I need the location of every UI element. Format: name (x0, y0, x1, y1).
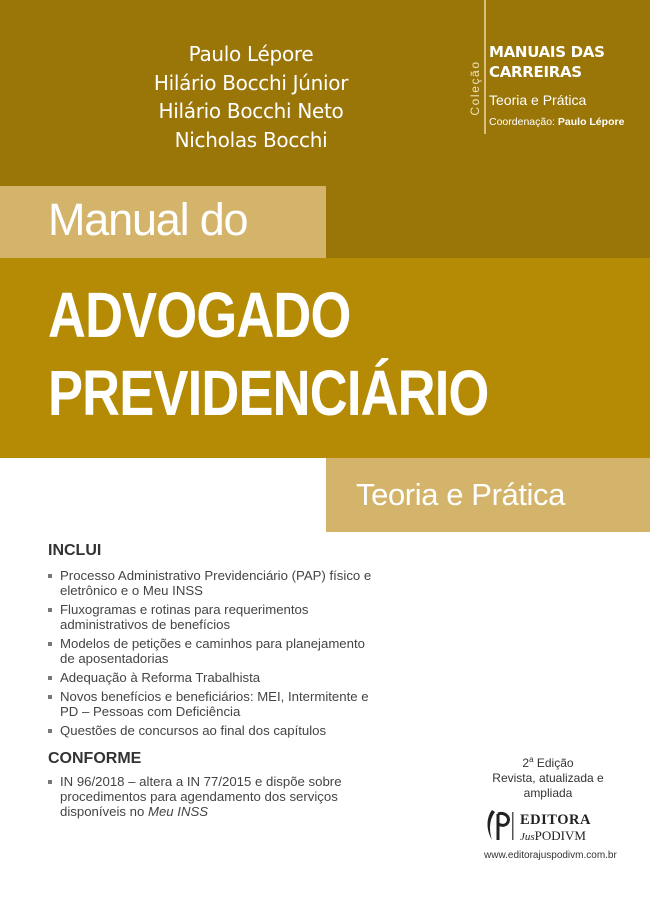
list-item: IN 96/2018 – altera a IN 77/2015 e dispõe sobre procedimentos para agendamento dos serviços disponíveis no Meu INSS (48, 774, 383, 819)
list-item: Modelos de petições e caminhos para planejamento de aposentadorias (48, 636, 383, 666)
conforme-heading: CONFORME (48, 750, 142, 767)
publisher-imprint: JusPODIVM (520, 828, 586, 843)
author-name: Paulo Lépore (188, 42, 314, 66)
book-title-line3: PREVIDENCIÁRIO (48, 357, 489, 429)
collection-divider (484, 0, 486, 134)
series-title: MANUAIS DAS CARREIRAS (489, 43, 605, 81)
book-title-line1: Manual do (48, 194, 248, 245)
publisher-name: EDITORA (520, 812, 591, 828)
author-list (128, 40, 374, 154)
list-item: Novos benefícios e beneficiários: MEI, Intermitente e PD – Pessoas com Deficiência (48, 689, 383, 719)
list-item: Fluxogramas e rotinas para requerimentos administrativos de benefícios (48, 602, 383, 632)
author-name: Nicholas Bocchi (174, 127, 328, 152)
book-subtitle: Teoria e Prática (356, 477, 565, 512)
includes-list (48, 568, 383, 742)
collection-label: Coleção (468, 60, 482, 116)
edition-info (468, 752, 628, 801)
includes-heading: INCLUI (48, 542, 102, 559)
conforme-list (48, 774, 383, 823)
author-name: Hilário Bocchi Júnior (153, 70, 349, 95)
series-coordination: Coordenação: Paulo Lépore (489, 116, 625, 128)
author-name: Hilário Bocchi Neto (158, 99, 344, 123)
publisher-url: www.editorajuspodivm.com.br (484, 850, 617, 861)
list-item: Adequação à Reforma Trabalhista (48, 670, 383, 685)
edition-number: 2$^a$ Edição (522, 755, 574, 770)
edition-note: Revista, atualizada e ampliada (492, 771, 604, 800)
series-subtitle: Teoria e Prática (489, 92, 587, 108)
list-item: Processo Administrativo Previdenciário (PAP) físico e eletrônico e o Meu INSS (48, 568, 383, 598)
book-title-line2: ADVOGADO (48, 279, 351, 351)
list-item: Questões de concursos ao final dos capítulos (48, 723, 383, 738)
book-title-main (48, 276, 488, 432)
